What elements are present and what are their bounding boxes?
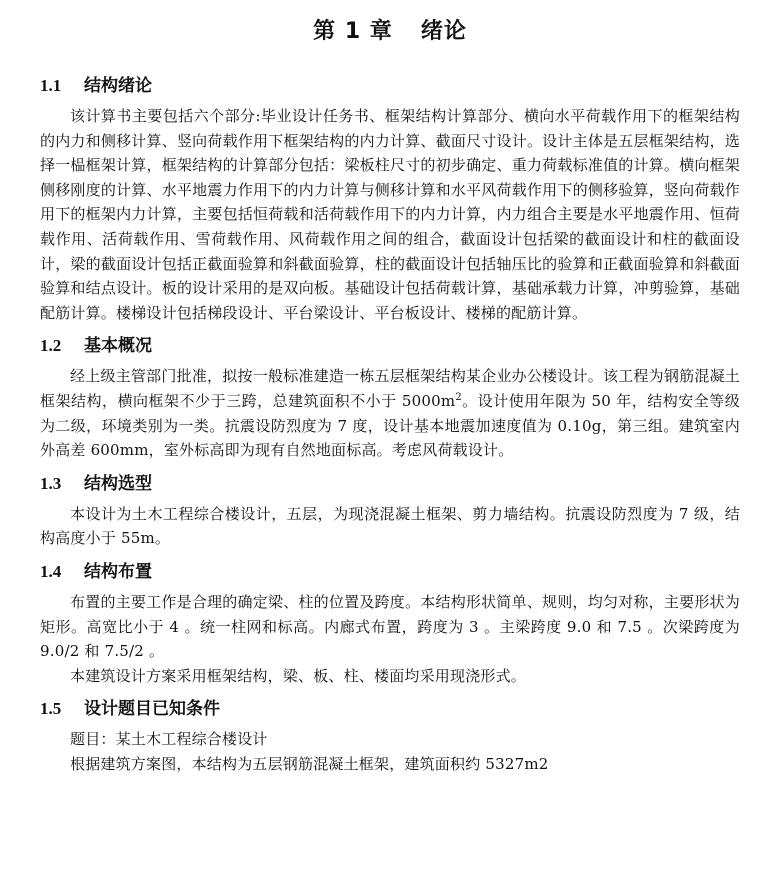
paragraph-text-before: 经上级主管部门批准，拟按一般标准建造一栋五层框架结构某企业办公楼设计。该工程为钢筋混凝土框架结构，横向框架不少于三跨，总建筑面积不小于 5000m — [40, 367, 740, 410]
chapter-name: 绪论 — [420, 19, 467, 44]
paragraph: 该计算书主要包括六个部分:毕业设计任务书、框架结构计算部分、横向水平荷载作用下的框架结构的内力和侧移计算、竖向荷载作用下框架结构的内力计算、截面尺寸设计。设计主体是五层框架结构，选择一榀框架计算，框架结构的计算部分包括：梁板柱尺寸的初步确定、重力荷载标准值的计算。横向框架侧移刚度的计算、水平地震力作用下的内力计算与侧移计算和水平风荷载作用下的侧移验算，竖向荷载作用下的框架内力计算，主要包括恒荷载和活荷载作用下的内力计算，内力组合主要是水平地震作用、恒荷载作用、活荷载作用、雪荷载作用、风荷载作用之间的组合，截面设计包括梁的截面设计和柱的截面设计，梁的截面设计包括正截面验算和斜截面验算，柱的截面设计包括轴压比的验算和正截面验算和斜截面验算和结点设计。板的设计采用的是双向板。基础设计包括荷载计算，基础承载力计算，冲剪验算，基础配筋计算。楼梯设计包括梯段设计、平台梁设计、平台板设计、楼梯的配筋计算。 — [40, 107, 740, 322]
chapter-title — [40, 14, 740, 45]
paragraph: 布置的主要工作是合理的确定梁、柱的位置及跨度。本结构形状简单、规则，均匀对称，主要形状为矩形。高宽比小于 4 。统一柱网和标高。内廊式布置，跨度为 3 。主梁跨度 9.0 和 7.5 。次梁跨度为 9.0/2 和 7.5/2 。 — [40, 592, 740, 661]
section-heading — [40, 694, 740, 719]
chapter-number: 第 1 章 — [313, 19, 393, 44]
section-heading — [40, 469, 740, 494]
section-number: 1.1 — [40, 76, 62, 95]
section-title: 基本概况 — [84, 336, 152, 357]
paragraph: 题目：某土木工程综合楼设计 — [70, 730, 268, 749]
section-number: 1.4 — [40, 561, 62, 581]
section-1-5 — [40, 694, 740, 776]
paragraph-text-after: 。设计使用年限为 50 年，结构安全等级为二级，环境类别为一类。抗震设防烈度为 7 度，设计基本地震加速度值为 0.10g，第三组。建筑室内外高差 600mm，室外标高即为现有自然地面标高。考虑风荷载设计。 — [40, 391, 741, 460]
paragraph: 本设计为土木工程综合楼设计，五层，为现浇混凝土框架、剪力墙结构。抗震设防烈度为 7 级，结构高度小于 55m。 — [40, 504, 740, 548]
paragraph: 本建筑设计方案采用框架结构，梁、板、柱、楼面均采用现浇形式。 — [70, 666, 527, 685]
section-heading — [40, 557, 740, 582]
section-number: 1.5 — [40, 699, 62, 719]
section-1-4 — [40, 557, 740, 688]
section-title: 结构布置 — [84, 561, 152, 582]
section-title: 设计题目已知条件 — [84, 699, 220, 720]
superscript: 2 — [455, 391, 462, 403]
section-title: 结构绪论 — [84, 76, 152, 96]
section-1-3 — [40, 469, 740, 551]
section-1-2 — [40, 331, 740, 462]
section-1-1 — [40, 71, 740, 325]
section-number: 1.2 — [40, 336, 62, 356]
paragraph — [40, 364, 740, 462]
section-number: 1.3 — [40, 473, 62, 493]
section-heading — [40, 71, 740, 96]
paragraph: 根据建筑方案图，本结构为五层钢筋混凝土框架，建筑面积约 5327m2 — [70, 754, 549, 773]
section-title: 结构选型 — [84, 473, 152, 494]
section-heading — [40, 331, 740, 356]
